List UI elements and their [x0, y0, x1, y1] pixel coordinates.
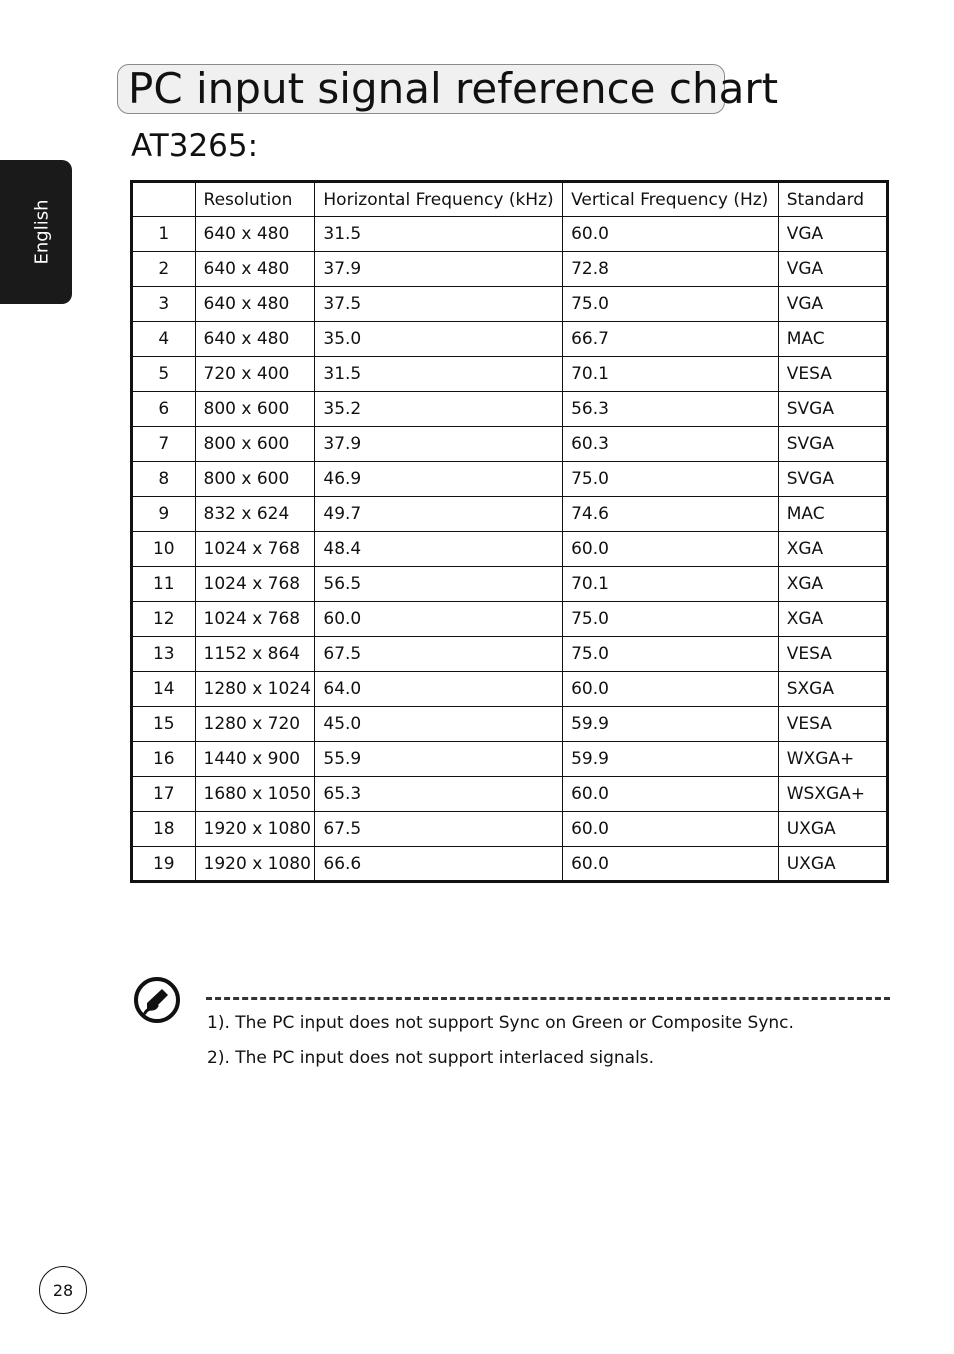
- cell-vertical-frequency: 60.0: [563, 532, 779, 567]
- cell-resolution: 1280 x 1024: [195, 672, 315, 707]
- cell-resolution: 800 x 600: [195, 392, 315, 427]
- cell-index: 4: [132, 322, 196, 357]
- cell-standard: SVGA: [778, 462, 887, 497]
- cell-vertical-frequency: 75.0: [563, 602, 779, 637]
- cell-standard: WXGA+: [778, 742, 887, 777]
- table-row: [132, 392, 888, 427]
- table-row: [132, 637, 888, 672]
- cell-vertical-frequency: 60.3: [563, 427, 779, 462]
- cell-standard: XGA: [778, 602, 887, 637]
- cell-horizontal-frequency: 66.6: [315, 847, 563, 882]
- cell-resolution: 720 x 400: [195, 357, 315, 392]
- cell-standard: VESA: [778, 357, 887, 392]
- cell-vertical-frequency: 60.0: [563, 777, 779, 812]
- cell-resolution: 640 x 480: [195, 287, 315, 322]
- table-body: [132, 217, 888, 882]
- note-item-1: 1). The PC input does not support Sync on Green or Composite Sync.: [207, 1013, 794, 1033]
- table-row: [132, 532, 888, 567]
- cell-standard: VGA: [778, 252, 887, 287]
- cell-index: 11: [132, 567, 196, 602]
- cell-vertical-frequency: 74.6: [563, 497, 779, 532]
- cell-horizontal-frequency: 65.3: [315, 777, 563, 812]
- cell-index: 13: [132, 637, 196, 672]
- cell-horizontal-frequency: 67.5: [315, 637, 563, 672]
- page-title: PC input signal reference chart: [128, 64, 779, 113]
- cell-standard: VGA: [778, 217, 887, 252]
- table-row: [132, 357, 888, 392]
- table-row: [132, 252, 888, 287]
- cell-horizontal-frequency: 67.5: [315, 812, 563, 847]
- cell-vertical-frequency: 72.8: [563, 252, 779, 287]
- page-title-box: [117, 64, 779, 114]
- cell-standard: UXGA: [778, 812, 887, 847]
- note-item-2: 2). The PC input does not support interlaced signals.: [207, 1048, 655, 1068]
- table-row: [132, 427, 888, 462]
- cell-index: 7: [132, 427, 196, 462]
- header-index: [132, 182, 196, 217]
- cell-vertical-frequency: 75.0: [563, 637, 779, 672]
- cell-horizontal-frequency: 35.2: [315, 392, 563, 427]
- language-side-tab-label: English: [31, 199, 53, 265]
- cell-resolution: 1440 x 900: [195, 742, 315, 777]
- cell-resolution: 800 x 600: [195, 462, 315, 497]
- cell-vertical-frequency: 60.0: [563, 217, 779, 252]
- cell-index: 18: [132, 812, 196, 847]
- header-resolution: Resolution: [195, 182, 315, 217]
- cell-index: 9: [132, 497, 196, 532]
- cell-resolution: 1920 x 1080: [195, 812, 315, 847]
- cell-vertical-frequency: 60.0: [563, 847, 779, 882]
- table-row: [132, 462, 888, 497]
- cell-standard: WSXGA+: [778, 777, 887, 812]
- header-vertical-frequency: Vertical Frequency (Hz): [563, 182, 779, 217]
- cell-horizontal-frequency: 31.5: [315, 217, 563, 252]
- cell-index: 19: [132, 847, 196, 882]
- cell-horizontal-frequency: 49.7: [315, 497, 563, 532]
- table-row: [132, 812, 888, 847]
- page-number: 28: [39, 1266, 87, 1314]
- cell-horizontal-frequency: 56.5: [315, 567, 563, 602]
- table-row: [132, 742, 888, 777]
- table-row: [132, 777, 888, 812]
- cell-standard: VGA: [778, 287, 887, 322]
- cell-vertical-frequency: 70.1: [563, 357, 779, 392]
- cell-index: 8: [132, 462, 196, 497]
- cell-index: 17: [132, 777, 196, 812]
- cell-vertical-frequency: 56.3: [563, 392, 779, 427]
- cell-horizontal-frequency: 64.0: [315, 672, 563, 707]
- cell-resolution: 800 x 600: [195, 427, 315, 462]
- cell-standard: SVGA: [778, 392, 887, 427]
- model-subtitle: AT3265:: [131, 128, 259, 164]
- cell-index: 12: [132, 602, 196, 637]
- note-icon: [133, 976, 181, 1024]
- cell-resolution: 832 x 624: [195, 497, 315, 532]
- cell-index: 3: [132, 287, 196, 322]
- cell-index: 1: [132, 217, 196, 252]
- header-horizontal-frequency: Horizontal Frequency (kHz): [315, 182, 563, 217]
- cell-vertical-frequency: 75.0: [563, 462, 779, 497]
- cell-horizontal-frequency: 35.0: [315, 322, 563, 357]
- table-row: [132, 567, 888, 602]
- table-row: [132, 847, 888, 882]
- cell-vertical-frequency: 75.0: [563, 287, 779, 322]
- cell-horizontal-frequency: 60.0: [315, 602, 563, 637]
- cell-resolution: 1280 x 720: [195, 707, 315, 742]
- cell-vertical-frequency: 60.0: [563, 812, 779, 847]
- table-row: [132, 497, 888, 532]
- signal-reference-table: [130, 180, 889, 883]
- cell-index: 2: [132, 252, 196, 287]
- table-row: [132, 672, 888, 707]
- cell-horizontal-frequency: 37.9: [315, 427, 563, 462]
- cell-resolution: 1024 x 768: [195, 567, 315, 602]
- cell-resolution: 640 x 480: [195, 322, 315, 357]
- note-divider: [206, 997, 890, 1000]
- cell-standard: XGA: [778, 532, 887, 567]
- cell-resolution: 640 x 480: [195, 217, 315, 252]
- cell-standard: XGA: [778, 567, 887, 602]
- cell-standard: SVGA: [778, 427, 887, 462]
- cell-index: 16: [132, 742, 196, 777]
- cell-index: 14: [132, 672, 196, 707]
- table-row: [132, 322, 888, 357]
- header-standard: Standard: [778, 182, 887, 217]
- cell-resolution: 1920 x 1080: [195, 847, 315, 882]
- table-header-row: [132, 182, 888, 217]
- cell-horizontal-frequency: 37.5: [315, 287, 563, 322]
- cell-standard: VESA: [778, 637, 887, 672]
- table-row: [132, 707, 888, 742]
- cell-horizontal-frequency: 45.0: [315, 707, 563, 742]
- cell-standard: VESA: [778, 707, 887, 742]
- cell-horizontal-frequency: 46.9: [315, 462, 563, 497]
- cell-standard: MAC: [778, 497, 887, 532]
- cell-vertical-frequency: 59.9: [563, 742, 779, 777]
- cell-index: 10: [132, 532, 196, 567]
- cell-resolution: 1024 x 768: [195, 602, 315, 637]
- cell-standard: UXGA: [778, 847, 887, 882]
- cell-standard: MAC: [778, 322, 887, 357]
- cell-vertical-frequency: 60.0: [563, 672, 779, 707]
- cell-resolution: 1680 x 1050: [195, 777, 315, 812]
- cell-vertical-frequency: 66.7: [563, 322, 779, 357]
- cell-index: 6: [132, 392, 196, 427]
- cell-horizontal-frequency: 48.4: [315, 532, 563, 567]
- cell-resolution: 640 x 480: [195, 252, 315, 287]
- table-row: [132, 602, 888, 637]
- cell-vertical-frequency: 59.9: [563, 707, 779, 742]
- cell-horizontal-frequency: 37.9: [315, 252, 563, 287]
- cell-resolution: 1024 x 768: [195, 532, 315, 567]
- cell-resolution: 1152 x 864: [195, 637, 315, 672]
- cell-index: 5: [132, 357, 196, 392]
- cell-horizontal-frequency: 55.9: [315, 742, 563, 777]
- cell-index: 15: [132, 707, 196, 742]
- cell-vertical-frequency: 70.1: [563, 567, 779, 602]
- cell-horizontal-frequency: 31.5: [315, 357, 563, 392]
- table-row: [132, 287, 888, 322]
- cell-standard: SXGA: [778, 672, 887, 707]
- table-row: [132, 217, 888, 252]
